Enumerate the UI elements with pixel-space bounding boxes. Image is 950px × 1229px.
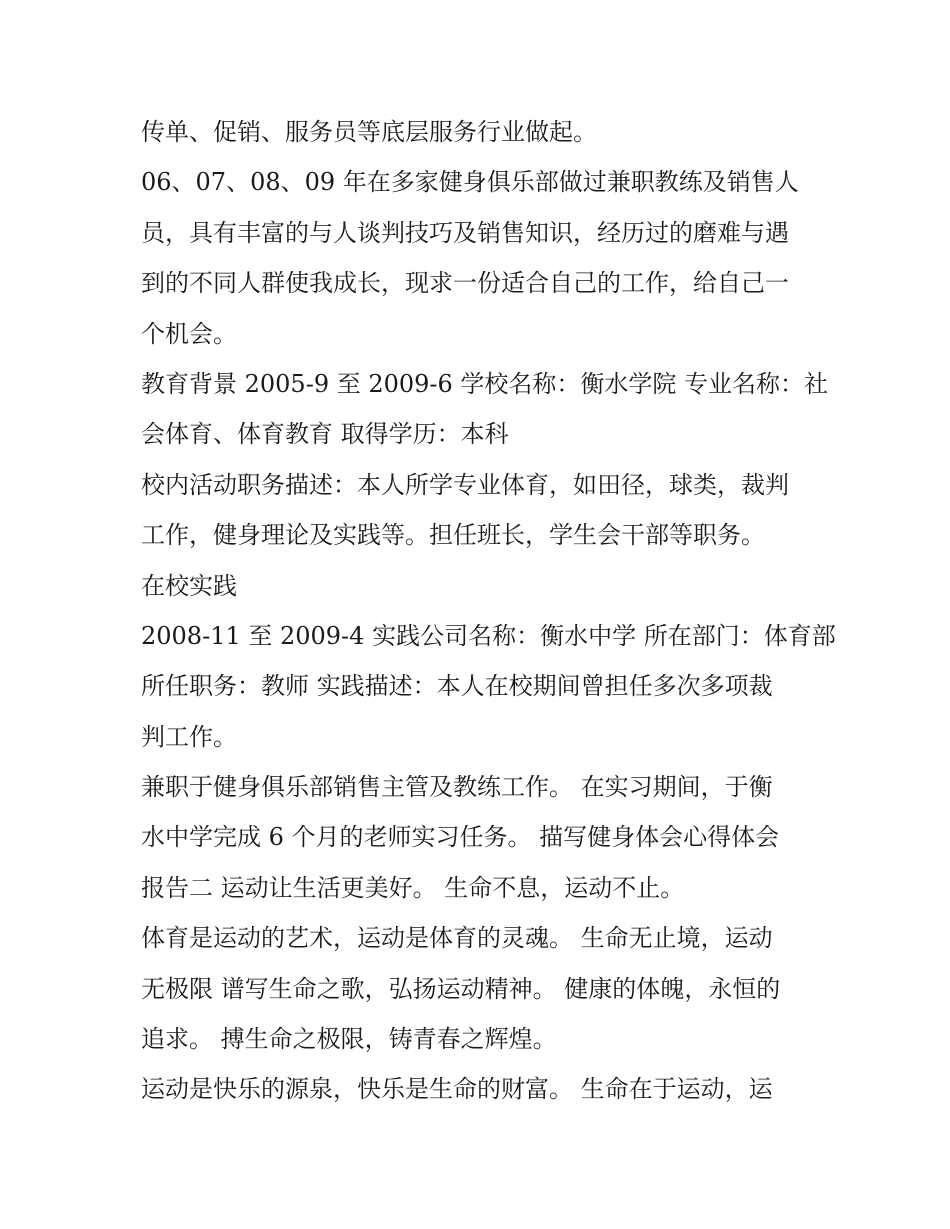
- text-line: 在校实践: [141, 571, 237, 600]
- text-line: 水中学完成 6 个月的老师实习任务。 描写健身体会心得体会: [141, 823, 780, 852]
- text-line: 运动是快乐的源泉，快乐是生命的财富。 生命在于运动，运: [141, 1075, 773, 1104]
- text-line: 工作，健身理论及实践等。担任班长，学生会干部等职务。: [141, 521, 765, 550]
- paragraph-experience: [141, 157, 821, 359]
- paragraph-joy-of-sport: [141, 1064, 821, 1114]
- text-line: 校内活动职务描述：本人所学专业体育，如田径，球类，裁判: [141, 470, 789, 499]
- text-line: 06、07、08、09 年在多家健身俱乐部做过兼职教练及销售人: [141, 168, 799, 197]
- text-line: 到的不同人群使我成长，现求一份适合自己的工作，给自己一: [141, 269, 789, 298]
- paragraph-sports-art: [141, 913, 821, 1064]
- section-heading-campus-practice: [141, 561, 821, 611]
- paragraph-part-time: [141, 762, 821, 913]
- text-line: 个机会。: [141, 319, 237, 348]
- text-line: 无极限 谱写生命之歌，弘扬运动精神。 健康的体魄，永恒的: [141, 974, 781, 1003]
- paragraph-education: [141, 359, 829, 460]
- text-line: 追求。 搏生命之极限，铸青春之辉煌。: [141, 1025, 557, 1054]
- document-body: [141, 107, 836, 1115]
- text-line: 兼职于健身俱乐部销售主管及教练工作。 在实习期间，于衡: [141, 773, 773, 802]
- text-line: 会体育、体育教育 取得学历：本科: [141, 420, 509, 449]
- text-line: 报告二 运动让生活更美好。 生命不息，运动不止。: [141, 873, 685, 902]
- text-line: 员，具有丰富的与人谈判技巧及销售知识，经历过的磨难与遇: [141, 218, 789, 247]
- text-line: 2008-11 至 2009-4 实践公司名称：衡水中学 所在部门：体育部: [141, 621, 836, 650]
- text-line: 体育是运动的艺术，运动是体育的灵魂。 生命无止境，运动: [141, 924, 773, 953]
- paragraph-practice-details: [141, 611, 836, 762]
- paragraph-campus-activities: [141, 460, 821, 561]
- text-line: 所任职务：教师 实践描述：本人在校期间曾担任多次多项裁: [141, 672, 773, 701]
- text-line: 传单、促销、服务员等底层服务行业做起。: [141, 118, 597, 146]
- text-line: 教育背景 2005-9 至 2009-6 学校名称：衡水学院 专业名称：社: [141, 369, 829, 398]
- paragraph-start-work: [141, 107, 821, 157]
- text-line: 判工作。: [141, 722, 237, 751]
